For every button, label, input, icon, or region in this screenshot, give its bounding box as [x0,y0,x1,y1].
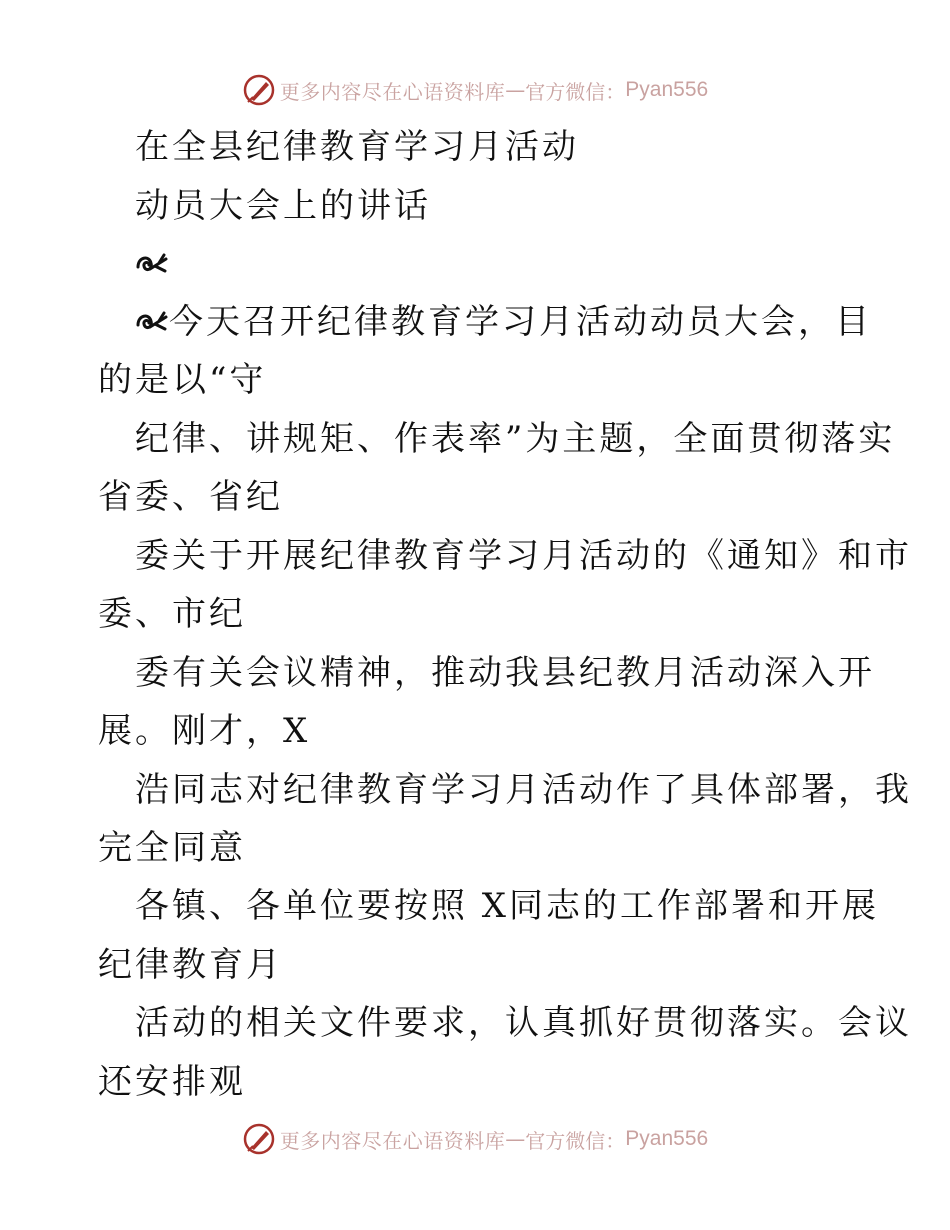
fleuron-icon [135,309,169,337]
quill-logo-icon [242,73,276,107]
paragraph-line: 委关于开展纪律教育学习月活动的《通知》和市 [135,536,912,576]
paragraph-line: 完全同意 [98,828,246,868]
paragraph-line: 省委、省纪 [98,477,283,517]
banner-text: 更多内容尽在心语资料库 [279,1128,506,1153]
banner-separator: — [505,1127,526,1151]
footer-banner [0,1119,950,1159]
paragraph-line: 委有关会议精神，推动我县纪教月活动深入开 [135,653,875,693]
paragraph-line: 委、市纪 [98,594,246,634]
paragraph-text: 今天召开纪律教育学习月活动动员大会，目 [169,302,872,342]
quill-logo-icon [242,1122,276,1156]
paragraph-line: 展。刚才，X [98,711,311,751]
paragraph-line: 浩同志对纪律教育学习月活动作了具体部署，我 [135,770,912,810]
banner-separator: — [505,78,526,102]
fleuron-icon [135,251,169,279]
paragraph-line: 各镇、各单位要按照 X同志的工作部署和开展 [135,886,880,926]
ornament-line [135,244,169,284]
banner-account: Pyan556 [625,78,709,101]
paragraph-line: 纪律教育月 [98,945,283,985]
banner-wechat-label: 官方微信： [525,79,626,104]
paragraph-line: 的是以“守 [98,360,267,400]
paragraph-line: 活动的相关文件要求，认真抓好贯彻落实。会议 [135,1003,912,1043]
paragraph-line: 纪律、讲规矩、作表率”为主题，全面贯彻落实 [135,419,896,459]
banner-wechat-label: 官方微信： [525,1128,626,1153]
title-line-2: 动员大会上的讲话 [135,186,431,226]
title-line-1: 在全县纪律教育学习月活动 [135,127,579,167]
banner-account: Pyan556 [625,1127,709,1150]
paragraph-line [135,302,872,342]
banner-text: 更多内容尽在心语资料库 [279,79,506,104]
header-banner [0,70,950,110]
paragraph-line: 还安排观 [98,1062,246,1102]
